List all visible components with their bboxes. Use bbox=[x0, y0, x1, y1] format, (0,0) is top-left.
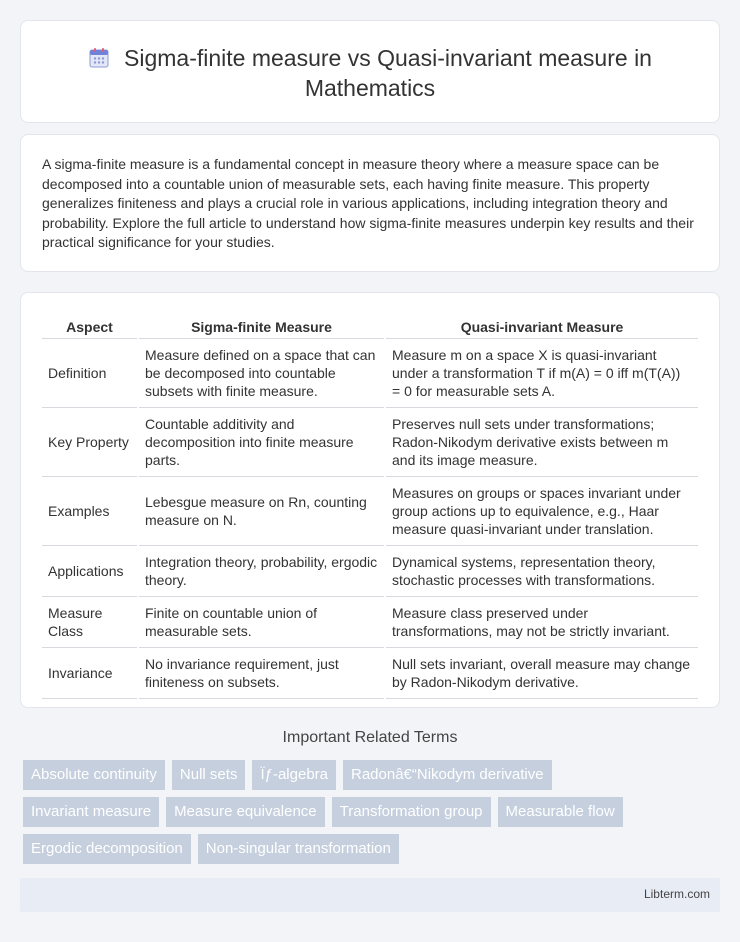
related-term-tag[interactable]: Non-singular transformation bbox=[198, 834, 399, 864]
row-sigma-finite: Integration theory, probability, ergodic theory. bbox=[138, 546, 385, 597]
row-aspect: Key Property bbox=[42, 408, 138, 477]
header-aspect: Aspect bbox=[42, 316, 138, 339]
table-header-row bbox=[42, 316, 698, 339]
tag-row bbox=[23, 797, 723, 827]
intro-card bbox=[20, 134, 720, 272]
related-terms-list bbox=[23, 760, 723, 871]
row-aspect: Measure Class bbox=[42, 597, 138, 648]
page-title bbox=[21, 43, 719, 103]
tag-row bbox=[23, 834, 723, 864]
row-aspect: Invariance bbox=[42, 648, 138, 699]
related-term-tag[interactable]: Invariant measure bbox=[23, 797, 159, 827]
related-term-tag[interactable]: Ïƒ-algebra bbox=[252, 760, 336, 790]
related-term-tag[interactable]: Measurable flow bbox=[498, 797, 623, 827]
page-title-text: Sigma-finite measure vs Quasi-invariant measure in Mathematics bbox=[124, 45, 652, 101]
related-term-tag[interactable]: Transformation group bbox=[332, 797, 491, 827]
row-sigma-finite: Countable additivity and decomposition into finite measure parts. bbox=[138, 408, 385, 477]
row-quasi-invariant: Measure m on a space X is quasi-invariant under a transformation T if m(A) = 0 iff m(T(A)) = 0 for measurable sets A. bbox=[385, 339, 698, 408]
header-sigma-finite: Sigma-finite Measure bbox=[138, 316, 385, 339]
calendar-icon bbox=[88, 47, 110, 69]
related-term-tag[interactable]: Measure equivalence bbox=[166, 797, 325, 827]
row-quasi-invariant: Null sets invariant, overall measure may change by Radon-Nikodym derivative. bbox=[385, 648, 698, 699]
row-quasi-invariant: Measure class preserved under transformations, may not be strictly invariant. bbox=[385, 597, 698, 648]
row-sigma-finite: Measure defined on a space that can be decomposed into countable subsets with finite measure. bbox=[138, 339, 385, 408]
row-quasi-invariant: Dynamical systems, representation theory, stochastic processes with transformations. bbox=[385, 546, 698, 597]
table-row bbox=[42, 648, 698, 699]
row-sigma-finite: No invariance requirement, just finiteness on subsets. bbox=[138, 648, 385, 699]
table-row bbox=[42, 597, 698, 648]
table-row bbox=[42, 408, 698, 477]
related-terms-title: Important Related Terms bbox=[282, 729, 458, 746]
title-card bbox=[20, 20, 720, 123]
row-aspect: Applications bbox=[42, 546, 138, 597]
table-row bbox=[42, 546, 698, 597]
row-quasi-invariant: Preserves null sets under transformations; Radon-Nikodym derivative exists between m and its image measure. bbox=[385, 408, 698, 477]
row-sigma-finite: Lebesgue measure on Rn, counting measure on N. bbox=[138, 477, 385, 546]
footer bbox=[20, 878, 720, 912]
row-quasi-invariant: Measures on groups or spaces invariant under group actions up to equivalence, e.g., Haar measure quasi-invariant under translation. bbox=[385, 477, 698, 546]
intro-paragraph: A sigma-finite measure is a fundamental concept in measure theory where a measure space can be decomposed into a countable union of measurable sets, each having finite measure. This property generalizes finiteness and plays a crucial role in various applications, including integration theory and probability. Explore the full article to understand how sigma-finite measures underpin key results and their practical significance for your studies. bbox=[42, 156, 694, 251]
header-quasi-invariant: Quasi-invariant Measure bbox=[385, 316, 698, 339]
tag-row bbox=[23, 760, 723, 790]
table-row bbox=[42, 477, 698, 546]
footer-site-link[interactable]: Libterm.com bbox=[643, 887, 710, 901]
row-aspect: Examples bbox=[42, 477, 138, 546]
comparison-card bbox=[20, 292, 720, 708]
related-term-tag[interactable]: Radonâ€“Nikodym derivative bbox=[343, 760, 552, 790]
related-term-tag[interactable]: Ergodic decomposition bbox=[23, 834, 191, 864]
row-sigma-finite: Finite on countable union of measurable sets. bbox=[138, 597, 385, 648]
row-aspect: Definition bbox=[42, 339, 138, 408]
table-row bbox=[42, 339, 698, 408]
comparison-table bbox=[42, 316, 698, 699]
related-term-tag[interactable]: Absolute continuity bbox=[23, 760, 165, 790]
related-term-tag[interactable]: Null sets bbox=[172, 760, 246, 790]
